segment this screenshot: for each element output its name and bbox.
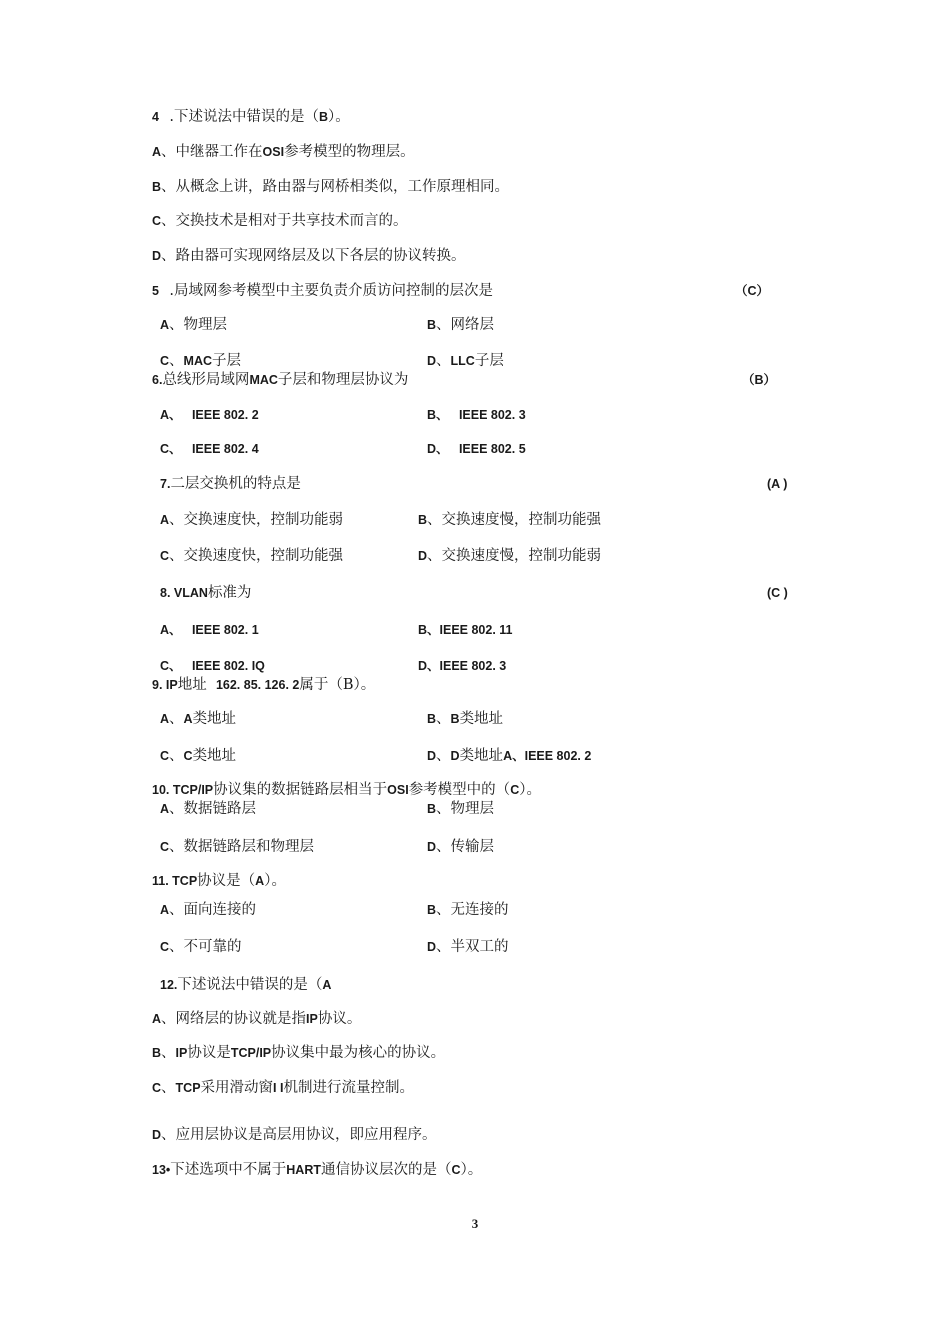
text-run: C <box>152 214 162 228</box>
text-run: 子层 <box>474 353 504 369</box>
text-run: 、无连接的 <box>436 902 509 918</box>
text-run: 10. TCP/IP <box>152 783 214 797</box>
text-run: B、 IEEE 802. 3 <box>427 408 526 422</box>
text-run: D、IEEE 802. 3 <box>418 659 507 673</box>
text-run: B <box>754 373 764 387</box>
text-run: 、 <box>161 1080 176 1096</box>
text-run: .下述说法中错误的是（ <box>169 109 319 125</box>
text-run: D <box>427 749 437 763</box>
text-line <box>152 1161 482 1179</box>
text-run: (A ) <box>767 477 788 491</box>
text-line <box>152 178 509 196</box>
text-line <box>418 621 513 639</box>
text-line <box>418 547 601 565</box>
text-run: A <box>322 978 332 992</box>
text-line <box>160 584 251 602</box>
text-line <box>152 1126 437 1144</box>
text-run: 协议是（ <box>197 873 256 889</box>
text-run: 、应用层协议是高层用协议，即应用程序。 <box>161 1127 437 1143</box>
text-run: 类地址 <box>192 748 237 764</box>
text-run: 、 <box>436 748 451 764</box>
text-run: ） <box>756 284 770 298</box>
text-line <box>742 371 776 389</box>
text-run: HART <box>286 1163 321 1177</box>
text-run: D、 IEEE 802. 5 <box>427 442 526 456</box>
text-run: MAC <box>249 373 278 387</box>
text-line <box>427 901 509 919</box>
text-run: OSI <box>262 145 285 159</box>
text-run: LLC <box>450 354 475 368</box>
text-run: 4 <box>152 110 170 124</box>
text-run: A <box>255 874 265 888</box>
text-run: 、交换速度快，控制功能强 <box>169 548 344 564</box>
text-line <box>152 872 286 890</box>
text-line <box>160 976 331 994</box>
page-number: 3 <box>471 1216 479 1231</box>
text-run: 13• <box>152 1163 171 1177</box>
text-run: 协议集中最为核心的协议。 <box>271 1045 446 1061</box>
text-run: C <box>160 354 170 368</box>
text-run: 类地址 <box>459 748 504 764</box>
text-run: 、半双工的 <box>436 939 509 955</box>
text-run: A <box>160 712 170 726</box>
text-run: B <box>427 802 437 816</box>
text-line <box>427 710 503 728</box>
text-line <box>160 440 259 458</box>
text-run: 协议。 <box>317 1011 362 1027</box>
text-run: 、 <box>169 711 184 727</box>
text-line <box>160 621 259 639</box>
text-run: 机制进行流量控制。 <box>283 1080 414 1096</box>
text-run: 162. 85. 126. 2 <box>215 678 300 692</box>
text-run: 、交换速度慢，控制功能弱 <box>427 548 602 564</box>
text-run: 、传输层 <box>436 839 495 855</box>
text-run: 下述选项中不属于 <box>170 1162 287 1178</box>
text-run: 协议集的数据链路层相当于 <box>213 782 388 798</box>
text-run: 、面向连接的 <box>169 902 257 918</box>
text-run: 、 <box>169 353 184 369</box>
text-run: B <box>427 903 437 917</box>
text-run: A、 IEEE 802. 2 <box>160 408 259 422</box>
text-run: A <box>160 802 170 816</box>
text-line <box>427 747 591 765</box>
text-run: ）。 <box>519 782 541 798</box>
text-run: 标准为 <box>207 585 252 601</box>
text-line <box>160 547 343 565</box>
text-run: C <box>160 749 170 763</box>
text-run: .局域网参考模型中主要负责介质访问控制的层次是 <box>169 283 493 299</box>
text-run: 8. VLAN <box>160 586 208 600</box>
text-run: A、IEEE 802. 2 <box>503 749 592 763</box>
text-run: 总线形局域网 <box>162 372 250 388</box>
text-run: B <box>318 110 329 124</box>
text-run: 、物理层 <box>169 317 228 333</box>
text-run: ）。 <box>460 1162 483 1178</box>
text-line <box>160 800 256 818</box>
text-line <box>427 440 526 458</box>
text-run: （ <box>742 373 755 387</box>
text-run: 子层 <box>212 353 241 369</box>
text-line <box>427 938 509 956</box>
text-run: 子层和物理层协议为 <box>277 372 409 388</box>
text-line <box>152 212 408 230</box>
text-run: 11. TCP <box>152 874 198 888</box>
text-run: D <box>418 549 428 563</box>
text-line <box>152 781 541 799</box>
text-run: 、数据链路层 <box>169 801 257 817</box>
text-run: B <box>427 712 437 726</box>
text-line <box>427 316 494 334</box>
text-run: 通信协议层次的是（ <box>321 1162 452 1178</box>
text-run: TCP/IP <box>230 1046 272 1060</box>
text-line <box>152 1010 361 1028</box>
text-run: A <box>160 318 170 332</box>
text-line <box>767 475 787 493</box>
text-run: I I <box>273 1081 284 1095</box>
text-run: D <box>450 749 460 763</box>
text-run: 、网络层的协议就是指 <box>161 1011 307 1027</box>
text-run: 、 <box>436 711 451 727</box>
text-run: 9. IP <box>152 678 178 692</box>
text-run: （ <box>735 284 748 298</box>
text-line <box>152 108 350 126</box>
text-run: D <box>152 249 162 263</box>
text-run: MAC <box>183 354 212 368</box>
text-run: A <box>152 145 162 159</box>
text-line <box>160 316 227 334</box>
text-line <box>427 838 494 856</box>
text-line <box>152 371 408 389</box>
text-run: 协议是 <box>187 1045 231 1061</box>
text-run: C <box>451 1163 461 1177</box>
text-run: 5 <box>152 284 170 298</box>
text-run: 、交换速度快，控制功能弱 <box>169 512 344 528</box>
text-run: ）。 <box>264 873 286 889</box>
text-run: D <box>427 840 437 854</box>
text-run: C <box>510 783 520 797</box>
text-run: C <box>152 1081 162 1095</box>
text-run: 类地址 <box>192 711 237 727</box>
text-run: 参考模型中的（ <box>408 782 511 798</box>
text-run: 参考模型的物理层。 <box>284 144 415 160</box>
text-run: IP <box>175 1046 188 1060</box>
text-run: D <box>427 354 437 368</box>
text-run: C <box>747 284 757 298</box>
text-run: 、中继器工作在 <box>161 144 263 160</box>
text-line <box>418 657 506 675</box>
text-run: C、 IEEE 802. IQ <box>160 659 265 673</box>
text-run: 二层交换机的特点是 <box>170 476 301 492</box>
text-line <box>160 938 242 956</box>
text-run: 、交换速度慢，控制功能强 <box>427 512 602 528</box>
text-run: A <box>160 903 170 917</box>
text-line <box>160 352 241 370</box>
text-line <box>152 143 415 161</box>
text-run: 地址 <box>177 677 216 693</box>
text-run: 类地址 <box>459 711 504 727</box>
text-line <box>427 352 504 370</box>
text-run: 、路由器可实现网络层及以下各层的协议转换。 <box>161 248 466 264</box>
text-run: B <box>427 318 437 332</box>
text-run: B、IEEE 802. 11 <box>418 623 513 637</box>
text-line <box>160 901 256 919</box>
text-line <box>160 406 259 424</box>
text-run: C、 IEEE 802. 4 <box>160 442 259 456</box>
text-run: A、 IEEE 802. 1 <box>160 623 259 637</box>
text-run: TCP <box>175 1081 201 1095</box>
text-run: 、网络层 <box>436 317 495 333</box>
text-run: 6. <box>152 373 163 387</box>
text-run: ）。 <box>328 109 350 125</box>
text-line <box>152 282 493 300</box>
text-run: B <box>152 180 162 194</box>
text-run: 、从概念上讲，路由器与网桥相类似，工作原理相同。 <box>161 179 510 195</box>
text-run: ）。 <box>353 677 376 693</box>
text-line <box>418 511 601 529</box>
text-run: 、 <box>436 353 451 369</box>
text-run: 、 <box>169 748 184 764</box>
text-run: 、物理层 <box>436 801 495 817</box>
text-run: 、 <box>161 1045 176 1061</box>
text-line <box>427 406 526 424</box>
text-run: 7. <box>160 477 171 491</box>
text-line <box>152 1079 414 1097</box>
text-run: 、不可靠的 <box>169 939 242 955</box>
text-run: 、数据链路层和物理层 <box>169 839 315 855</box>
text-run: 采用滑动窗 <box>200 1080 274 1096</box>
text-run: 、交换技术是相对于共享技术而言的。 <box>161 213 408 229</box>
text-run: 属于（ <box>299 677 343 693</box>
text-run: A <box>183 712 193 726</box>
text-run: B <box>342 677 354 693</box>
text-line <box>427 800 494 818</box>
text-line <box>152 676 375 694</box>
text-run: C <box>160 940 170 954</box>
text-run: 12. <box>160 978 178 992</box>
text-line <box>160 657 265 675</box>
text-run: B <box>152 1046 162 1060</box>
text-run: A <box>160 513 170 527</box>
text-run: C <box>183 749 193 763</box>
text-line <box>152 247 466 265</box>
text-line <box>160 838 314 856</box>
text-run: D <box>427 940 437 954</box>
text-line <box>160 511 343 529</box>
text-run: IP <box>306 1012 318 1026</box>
text-line <box>767 584 788 602</box>
text-run: OSI <box>387 783 409 797</box>
text-line <box>735 282 769 300</box>
text-run: (C ) <box>767 586 788 600</box>
text-run: A <box>152 1012 162 1026</box>
text-run: C <box>160 549 170 563</box>
text-line <box>160 475 301 493</box>
text-run: B <box>418 513 428 527</box>
text-line <box>160 747 236 765</box>
text-run: ） <box>763 373 777 387</box>
text-line <box>152 1044 445 1062</box>
text-run: B <box>450 712 460 726</box>
text-run: C <box>160 840 170 854</box>
text-run: D <box>152 1128 162 1142</box>
text-run: 下述说法中错误的是（ <box>177 977 323 993</box>
text-line <box>160 710 236 728</box>
